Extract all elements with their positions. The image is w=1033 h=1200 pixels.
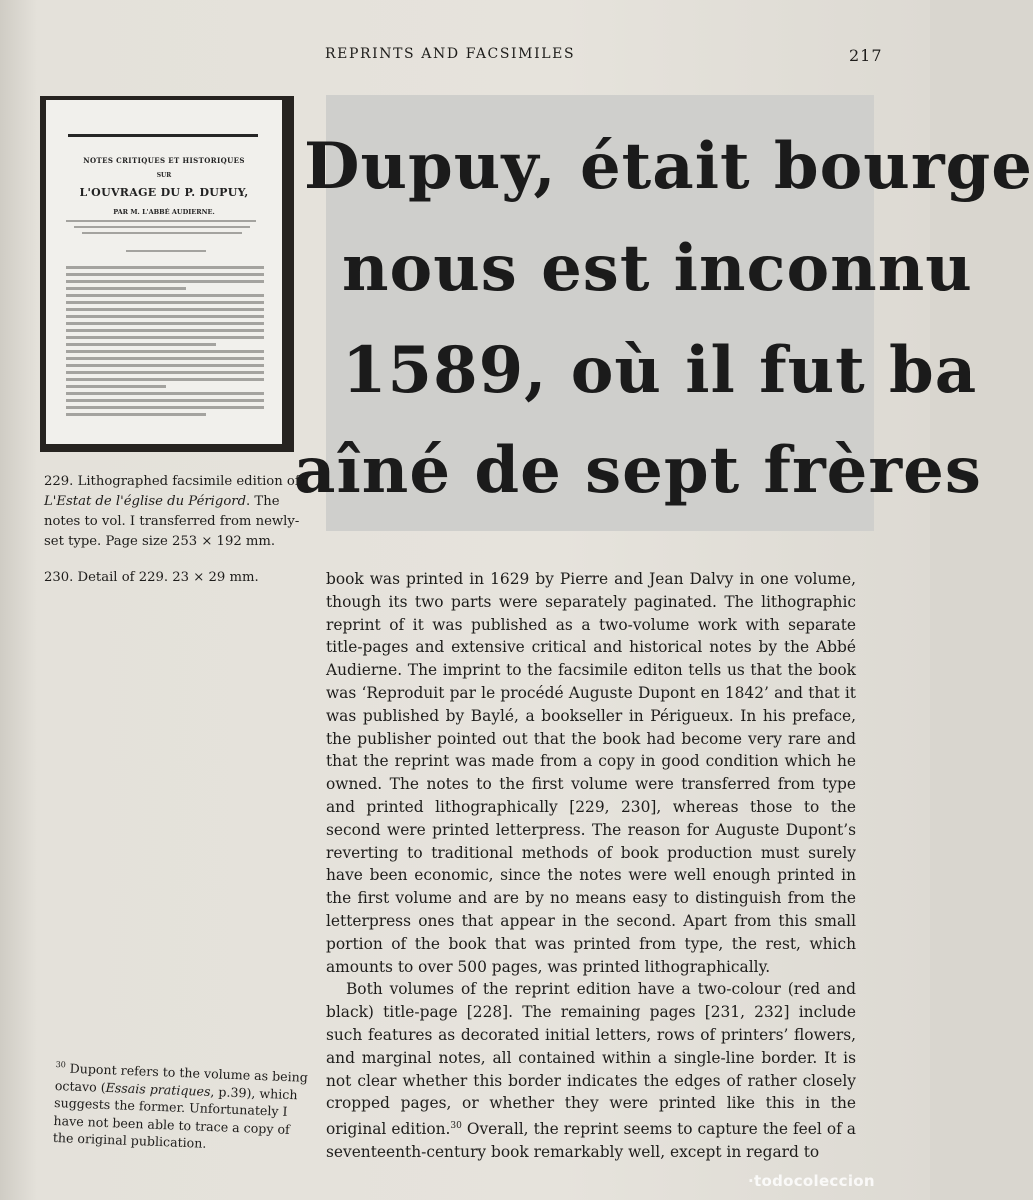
caption-229-book-title: L'Estat de l'église du Périgord: [44, 494, 247, 509]
caption-229-number: 229.: [44, 474, 74, 489]
page-number: 217: [849, 46, 883, 65]
sheet-top-rule: [68, 134, 258, 137]
figure-230-enlarged-detail: [294, 95, 1033, 531]
sheet-title-line-3: L'OUVRAGE DU P. DUPUY,: [79, 186, 249, 199]
sheet-title-line-1: NOTES CRITIQUES ET HISTORIQUES: [83, 156, 245, 165]
caption-229-text-pre: Lithographed facsimile edition of: [77, 474, 300, 489]
footnote-text-pre: Dupont refers to the volume as being octavo (: [54, 1060, 309, 1095]
detail-line-4: aîné de sept frères: [294, 433, 982, 508]
body-paragraph-2-text-a: Both volumes of the reprint edition have a two-colour (red and black) title-page [228]. The remaining pages [231, 232] include such features as decorated initial letters, rows of printers’ flowers, and marginal notes, all contained within a single-line border. It is not clear whether this border indicates the edges of rather closely cropped pages, or whether they were printed like this in the original edition.: [326, 980, 856, 1139]
sheet-ornament: [126, 250, 206, 256]
sheet-title-line-4: PAR M. L'ABBÉ AUDIERNE.: [113, 208, 215, 216]
detail-line-2: nous est inconnu: [342, 231, 973, 306]
footnote-number: 30: [55, 1059, 67, 1070]
footnote-30: [53, 1056, 312, 1156]
sheet-text-block: [66, 266, 264, 420]
caption-229: [44, 472, 314, 552]
body-paragraph-2: [326, 978, 856, 1164]
watermark-logo: ·todocoleccion: [748, 1172, 875, 1190]
caption-230: 230. Detail of 229. 23 × 29 mm.: [44, 570, 259, 585]
caption-229-text-post: . The notes to vol. I transferred from newly-set type. Page size 253 × 192 mm.: [44, 494, 300, 549]
footnote-reference[interactable]: 30: [450, 1121, 462, 1132]
detail-line-1: Dupuy, était bourge: [304, 129, 1033, 204]
figure-229-facsimile-page: [40, 96, 294, 452]
body-paragraph-2-text-b: Overall, the reprint seems to capture the feel of a seventeenth-century book remarkably well, except in regard to: [326, 1120, 856, 1162]
body-paragraph-1: book was printed in 1629 by Pierre and Jean Dalvy in one volume, though its two parts were separately paginated. The lithographic reprint of it was published as a two-volume work with separate title-pages and extensive critical and historical notes by the Abbé Audierne. The imprint to the facsimile editon tells us that the book was ‘Reproduit par le procédé Auguste Dupont en 1842’ and that it was published by Baylé, a bookseller in Périgueux. In his preface, the publisher pointed out that the book had become very rare and that the reprint was made from a copy in good condition which he owned. The notes to the first volume were transferred from type and printed lithographically [229, 230], whereas those to the second were printed letterpress. The reason for Auguste Dupont’s reverting to traditional methods of book production must surely have been economic, since the notes were well enough printed in the first volume and are by no means easy to distinguish from the letterpress ones that appear in the second. Apart from this small portion of the book that was printed from type, the rest, which amounts to over 500 pages, was printed lithographically.: [326, 570, 856, 976]
detail-line-3: 1589, où il fut ba: [342, 333, 978, 408]
body-text: [326, 568, 856, 1164]
facsimile-sheet: [46, 100, 282, 444]
footnote-text-post: , p.39), which suggests the former. Unfortunately I have not been able to trace a copy of the original publication.: [52, 1083, 298, 1152]
footnote-cited-title: Essais pratiques: [105, 1079, 211, 1099]
sheet-title-line-2: SUR: [156, 172, 172, 179]
watermark-text: todocoleccion: [754, 1172, 875, 1190]
sheet-subtitle-lines: [66, 220, 264, 238]
running-head: REPRINTS AND FACSIMILES: [325, 46, 576, 62]
